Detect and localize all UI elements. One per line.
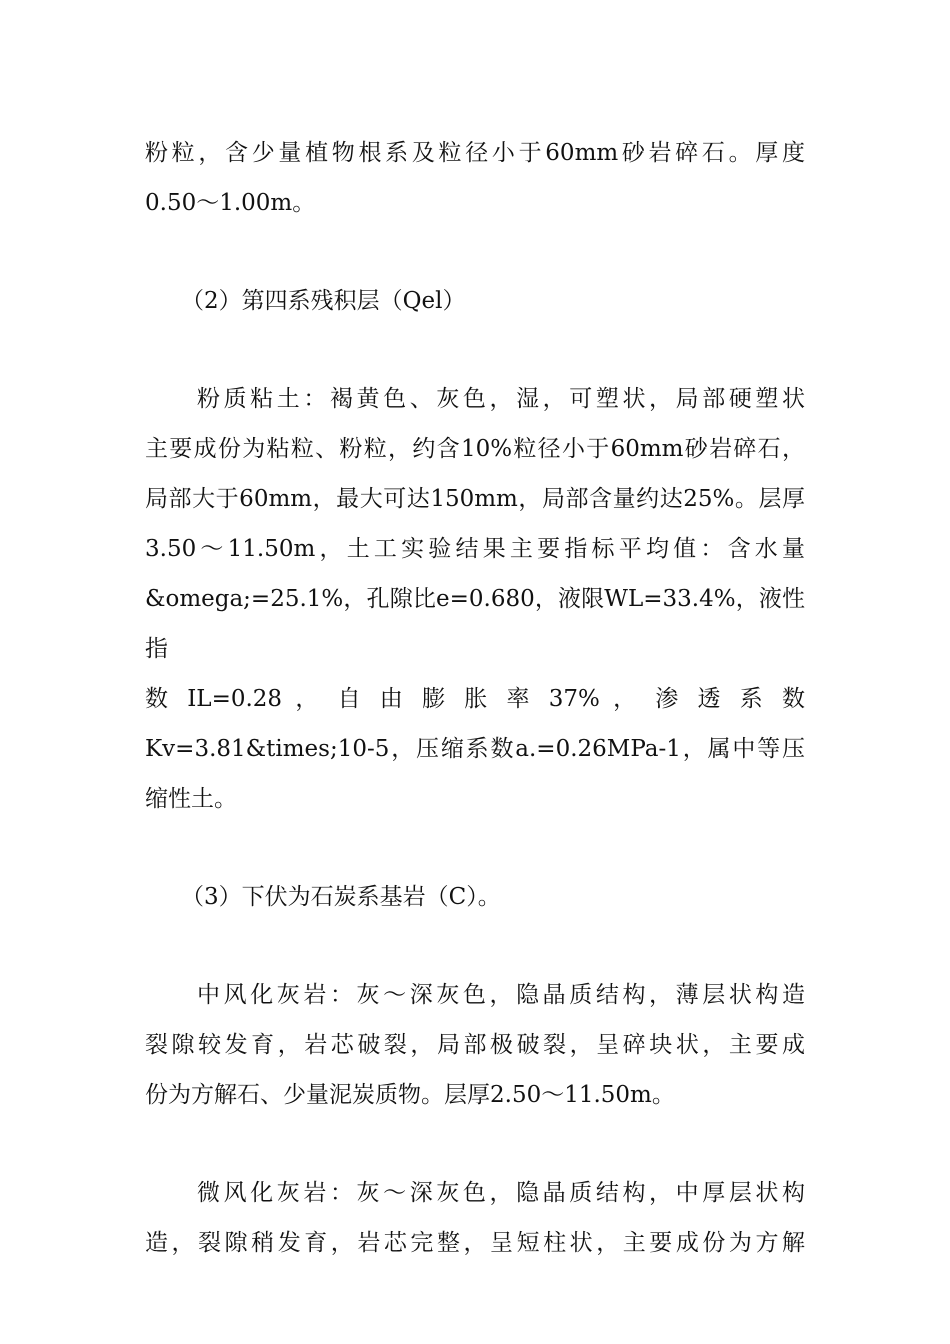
text-line: 3.50～11.50m，土工实验结果主要指标平均值：含水量 [145,536,805,562]
paragraph-gap [145,1120,805,1168]
paragraph-gap [145,326,805,374]
paragraph-moderately-weathered-limestone [145,970,805,1120]
section-heading-bedrock [145,872,805,922]
text-line: 缩性土。 [145,786,237,812]
text-line: 局部大于60mm，最大可达150mm，局部含量约达25%。层厚 [145,486,805,512]
text-line: 数 IL=0.28 ， 自 由 膨 胀 率 37% ， 渗 透 系 数 [145,686,805,712]
paragraph-continuation [145,128,805,228]
text-line: 微风化灰岩：灰～深灰色，隐晶质结构，中厚层状构 [197,1180,805,1206]
paragraph-gap [145,228,805,276]
text-line: 粉粒，含少量植物根系及粒径小于60mm砂岩碎石。厚度 [145,140,805,166]
paragraph-gap [145,824,805,872]
text-line: 粉质粘土：褐黄色、灰色，湿，可塑状，局部硬塑状 [197,386,805,412]
paragraph-gap [145,922,805,970]
document-page [145,128,805,1268]
paragraph-slightly-weathered-limestone [145,1168,805,1268]
text-line: 造，裂隙稍发育，岩芯完整，呈短柱状，主要成份为方解 [145,1230,805,1256]
text-line: 中风化灰岩：灰～深灰色，隐晶质结构，薄层状构造 [197,982,805,1008]
text-line: Kv=3.81&times;10-5，压缩系数a.=0.26MPa-1，属中等压 [145,736,805,762]
text-line: （3）下伏为石炭系基岩（C）。 [181,884,501,910]
text-line: （2）第四系残积层（Qel） [181,288,466,314]
text-line: 主要成份为粘粒、粉粒，约含10%粒径小于60mm砂岩碎石， [145,436,805,462]
paragraph-silty-clay [145,374,805,824]
text-line: 0.50～1.00m。 [145,190,316,216]
text-line: 裂隙较发育，岩芯破裂，局部极破裂，呈碎块状，主要成 [145,1032,805,1058]
section-heading-residual-layer [145,276,805,326]
text-line: &omega;=25.1%，孔隙比e=0.680，液限WL=33.4%，液性指 [145,586,805,662]
text-line: 份为方解石、少量泥炭质物。层厚2.50～11.50m。 [145,1082,675,1108]
